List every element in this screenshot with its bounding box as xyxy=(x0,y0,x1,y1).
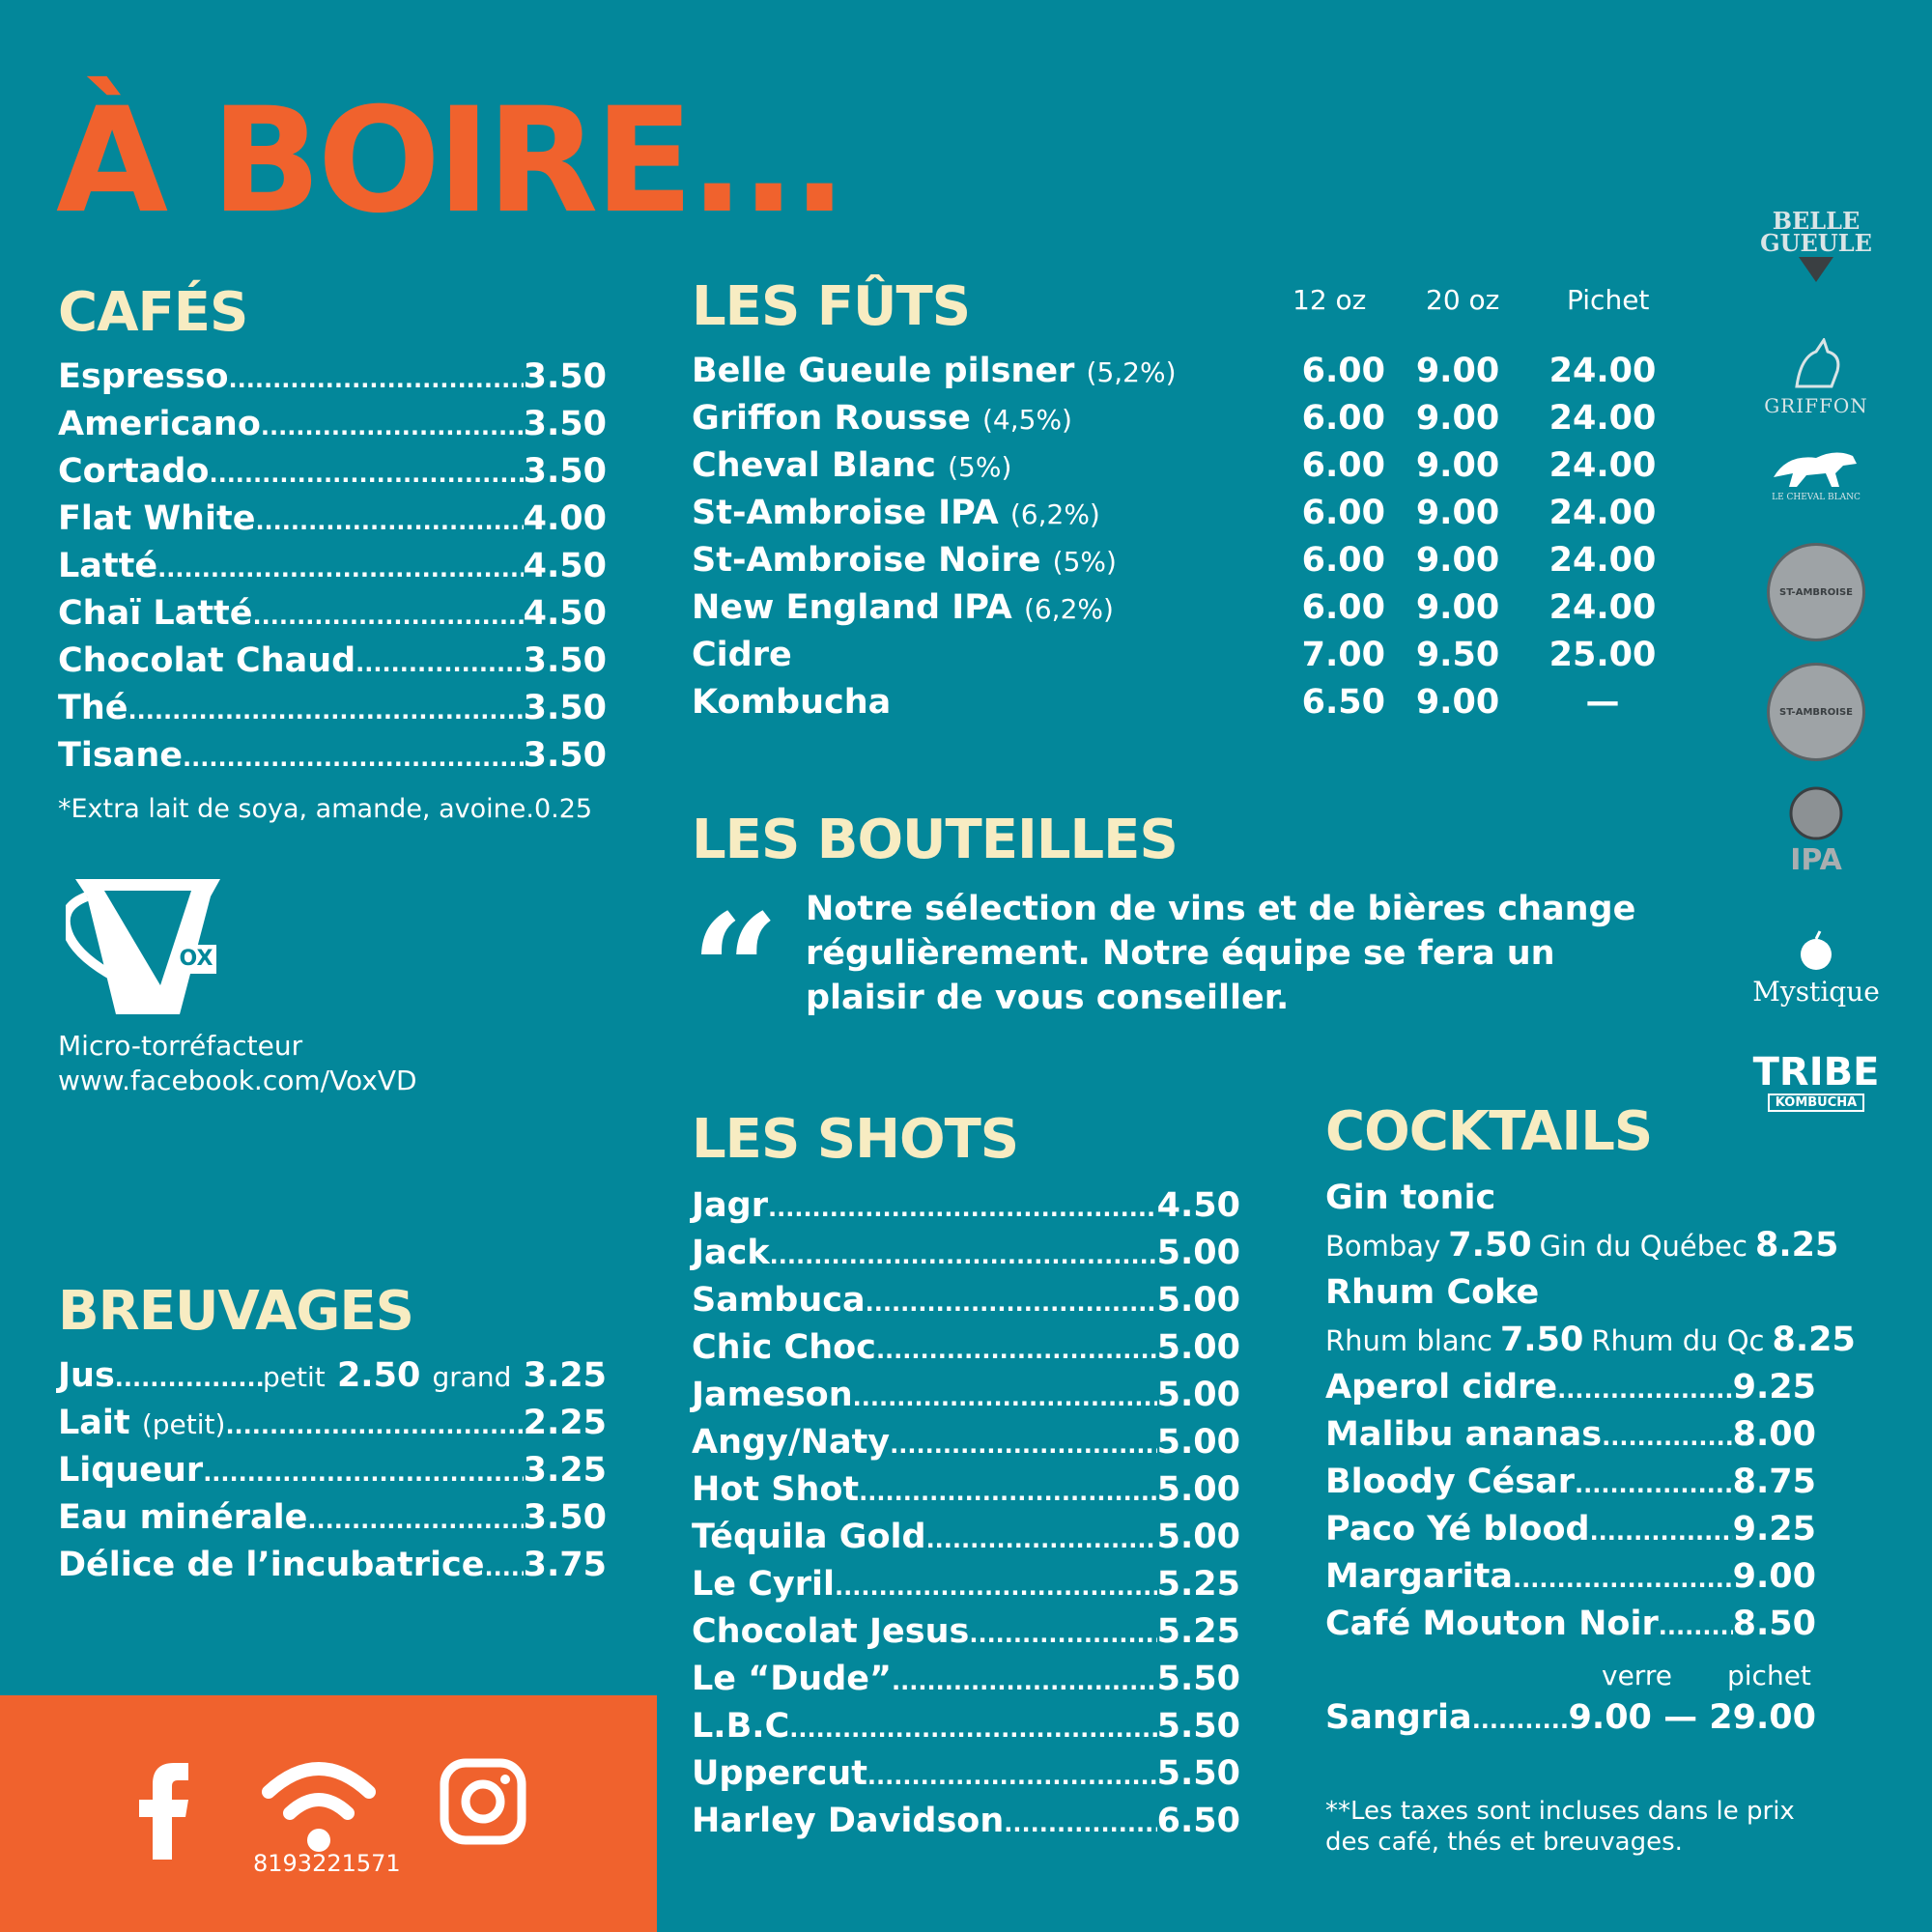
list-item: Jus ..... petit 2.50 grand 3.25 xyxy=(58,1356,607,1404)
quote-icon: “ xyxy=(691,880,781,1062)
cocktail-rhum-options: Rhum blanc 7.50 Rhum du Qc 8.25 xyxy=(1325,1321,1856,1359)
list-item: Liqueur ..... 3.25 xyxy=(58,1451,607,1498)
page-title: À BOIRE... xyxy=(56,77,843,245)
breuvages-heading: BREUVAGES xyxy=(58,1280,413,1343)
table-row: St-Ambroise Noire (5%) 6.00 9.00 24.00 xyxy=(692,541,1657,580)
table-row: Cheval Blanc (5%) 6.00 9.00 24.00 xyxy=(692,446,1657,485)
mystique-logo: Mystique xyxy=(1739,929,1893,1008)
apple-icon xyxy=(1795,929,1837,972)
list-item: Aperol cidre ..... 9.25 xyxy=(1325,1368,1816,1415)
cocktails-list xyxy=(1325,1179,1856,1652)
cocktail-gin-options: Bombay 7.50 Gin du Québec 8.25 xyxy=(1325,1226,1839,1264)
tribe-kombucha-logo: TRIBE KOMBUCHA xyxy=(1752,1050,1880,1110)
list-item: Lait (petit) ..... 2.25 xyxy=(58,1404,607,1451)
table-row: St-Ambroise IPA (6,2%) 6.00 9.00 24.00 xyxy=(692,494,1657,532)
list-item: Sambuca ..... 5.00 xyxy=(692,1281,1240,1328)
facebook-icon[interactable] xyxy=(135,1763,193,1860)
list-item: L.B.C ..... 5.50 xyxy=(692,1707,1240,1754)
belle-gueule-logo: BELLE GUEULE xyxy=(1739,211,1893,288)
cocktail-rhum-name: Rhum Coke xyxy=(1325,1273,1540,1312)
bouteilles-heading: LES BOUTEILLES xyxy=(692,809,1178,871)
table-row: Griffon Rousse (4,5%) 6.00 9.00 24.00 xyxy=(692,399,1657,438)
futs-list xyxy=(692,352,1675,730)
breuvages-list xyxy=(58,1356,607,1593)
cafes-list xyxy=(58,357,607,783)
list-item: Harley Davidson ..... 6.50 xyxy=(692,1802,1240,1849)
list-item: Cortado ..... 3.50 xyxy=(58,452,607,499)
list-item: Chaï Latté ..... 4.50 xyxy=(58,594,607,641)
futs-col-20oz: 20 oz xyxy=(1426,284,1500,316)
griffon-logo: GRIFFON xyxy=(1739,338,1893,417)
list-item: Délice de l’incubatrice ..... 3.75 xyxy=(58,1546,607,1593)
social-footer xyxy=(0,1695,657,1932)
new-england-ipa-logo: IPA xyxy=(1739,784,1893,875)
tax-note-line2: des café, thés et breuvages. xyxy=(1325,1828,1683,1857)
list-item: Téquila Gold ..... 5.00 xyxy=(692,1518,1240,1565)
cafes-note: *Extra lait de soya, amande, avoine.0.25 xyxy=(58,794,593,824)
list-item: Espresso ..... 3.50 xyxy=(58,357,607,405)
vox-tagline: Micro-torréfacteur xyxy=(58,1030,303,1062)
vox-logo xyxy=(66,869,230,1034)
list-item: Chic Choc ..... 5.00 xyxy=(692,1328,1240,1376)
tax-note-line1: **Les taxes sont incluses dans le prix xyxy=(1325,1797,1795,1826)
futs-col-pichet: Pichet xyxy=(1567,284,1650,316)
table-row: New England IPA (6,2%) 6.00 9.00 24.00 xyxy=(692,588,1657,627)
shots-heading: LES SHOTS xyxy=(692,1108,1019,1171)
hop-icon xyxy=(1773,784,1860,842)
sangria-verre-label: verre xyxy=(1602,1660,1672,1691)
griffin-icon xyxy=(1787,338,1845,390)
sangria-pichet-label: pichet xyxy=(1727,1660,1811,1691)
list-item: Paco Yé blood ..... 9.25 xyxy=(1325,1510,1816,1557)
cocktails-heading: COCKTAILS xyxy=(1325,1100,1653,1163)
futs-col-12oz: 12 oz xyxy=(1293,284,1367,316)
table-row: Belle Gueule pilsner (5,2%) 6.00 9.00 24.00 xyxy=(692,352,1657,390)
bouteilles-text: Notre sélection de vins et de bières change régulièrement. Notre équipe se fera un plaisir de vous conseiller. xyxy=(806,890,1636,1017)
futs-heading: LES FÛTS xyxy=(692,275,971,338)
list-item: Americano ..... 3.50 xyxy=(58,405,607,452)
list-item: Malibu ananas ..... 8.00 xyxy=(1325,1415,1816,1463)
st-ambroise-noire-logo: ST-AMBROISE xyxy=(1739,663,1893,761)
cheval-blanc-logo: LE CHEVAL BLANC xyxy=(1739,444,1893,502)
wifi-icon[interactable] xyxy=(261,1753,377,1860)
shots-list xyxy=(692,1186,1240,1849)
vox-logo-text: OX xyxy=(179,947,213,971)
table-row: Cidre 7.00 9.50 25.00 xyxy=(692,636,1657,674)
cocktail-gin-name: Gin tonic xyxy=(1325,1179,1496,1217)
list-item: Tisane ..... 3.50 xyxy=(58,736,607,783)
list-item: Hot Shot ..... 5.00 xyxy=(692,1470,1240,1518)
list-item: Chocolat Chaud ..... 3.50 xyxy=(58,641,607,689)
list-item: Bloody César ..... 8.75 xyxy=(1325,1463,1816,1510)
list-item: Eau minérale ..... 3.50 xyxy=(58,1498,607,1546)
list-item: Angy/Naty ..... 5.00 xyxy=(692,1423,1240,1470)
sangria-row: Sangria ..... 9.00 — 29.00 xyxy=(1325,1698,1816,1746)
vox-facebook-link[interactable]: www.facebook.com/VoxVD xyxy=(58,1065,417,1096)
cafes-heading: CAFÉS xyxy=(58,281,248,344)
list-item: Café Mouton Noir ..... 8.50 xyxy=(1325,1605,1816,1652)
list-item: Le “Dude” ..... 5.50 xyxy=(692,1660,1240,1707)
horse-icon xyxy=(1768,444,1864,489)
instagram-icon[interactable] xyxy=(440,1758,526,1845)
list-item: Le Cyril ..... 5.25 xyxy=(692,1565,1240,1612)
list-item: Uppercut ..... 5.50 xyxy=(692,1754,1240,1802)
list-item: Jameson ..... 5.00 xyxy=(692,1376,1240,1423)
list-item: Jack ..... 5.00 xyxy=(692,1234,1240,1281)
wifi-phone: 8193221571 xyxy=(253,1850,401,1877)
list-item: Jagr ..... 4.50 xyxy=(692,1186,1240,1234)
table-row: Kombucha 6.50 9.00 — xyxy=(692,683,1620,722)
list-item: Chocolat Jesus ..... 5.25 xyxy=(692,1612,1240,1660)
st-ambroise-ipa-logo: ST-AMBROISE xyxy=(1739,543,1893,641)
list-item: Latté ..... 4.50 xyxy=(58,547,607,594)
list-item: Flat White ..... 4.00 xyxy=(58,499,607,547)
list-item: Margarita ..... 9.00 xyxy=(1325,1557,1816,1605)
list-item: Thé ..... 3.50 xyxy=(58,689,607,736)
